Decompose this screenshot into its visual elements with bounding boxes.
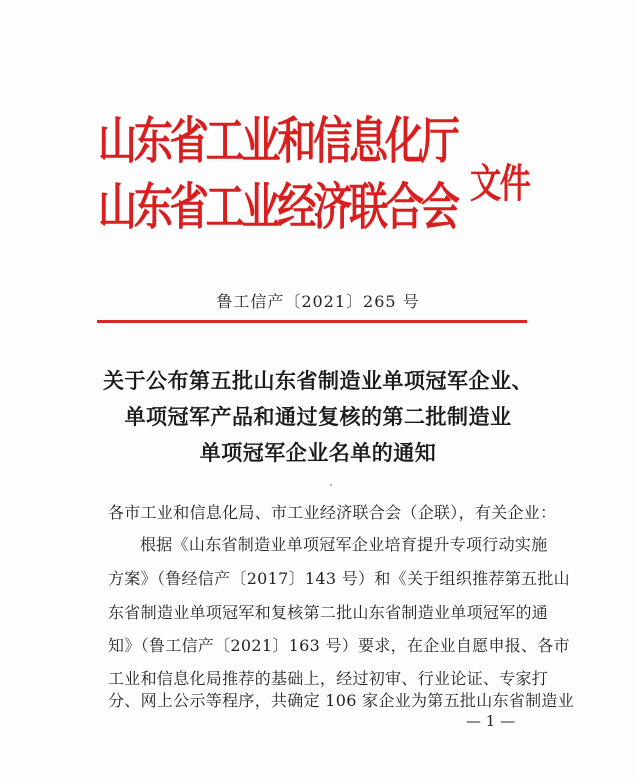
document-title-line-2: 单项冠军产品和通过复核的第二批制造业 (124, 405, 512, 429)
issuer-name-2: 山东省工业经济联合会 (98, 177, 457, 236)
body-paragraph-line: 工业和信息化局推荐的基础上，经过初审、行业论证、专家打 (108, 669, 549, 688)
body-paragraph-line: 知》（鲁工信产〔2021〕163 号）要求，在企业自愿申报、各市 (108, 636, 570, 655)
document-number: 鲁工信产〔2021〕265 号 (216, 292, 420, 311)
document-title-line-3: 单项冠军企业名单的通知 (199, 441, 437, 465)
scan-speck (330, 484, 332, 486)
body-paragraph-line: 东省制造业单项冠军和复核第二批山东省制造业单项冠军的通 (108, 603, 549, 622)
salutation: 各市工业和信息化局、市工业经济联合会（企联），有关企业： (108, 503, 557, 522)
document-word: 文件 (470, 160, 530, 207)
page-number: — 1 — (466, 712, 516, 730)
body-paragraph-line: 分、网上公示等程序，共确定 106 家企业为第五批山东省制造业 (108, 691, 575, 710)
red-divider-line (97, 320, 527, 323)
document-letterhead (98, 112, 538, 252)
body-paragraph-line: 根据《山东省制造业单项冠军企业培育提升专项行动实施 (140, 535, 548, 554)
issuer-name-1: 山东省工业和信息化厅 (98, 111, 457, 170)
body-paragraph-line: 方案》（鲁经信产〔2017〕143 号）和《关于组织推荐第五批山 (108, 569, 570, 588)
document-title-line-1: 关于公布第五批山东省制造业单项冠军企业、 (103, 369, 533, 393)
